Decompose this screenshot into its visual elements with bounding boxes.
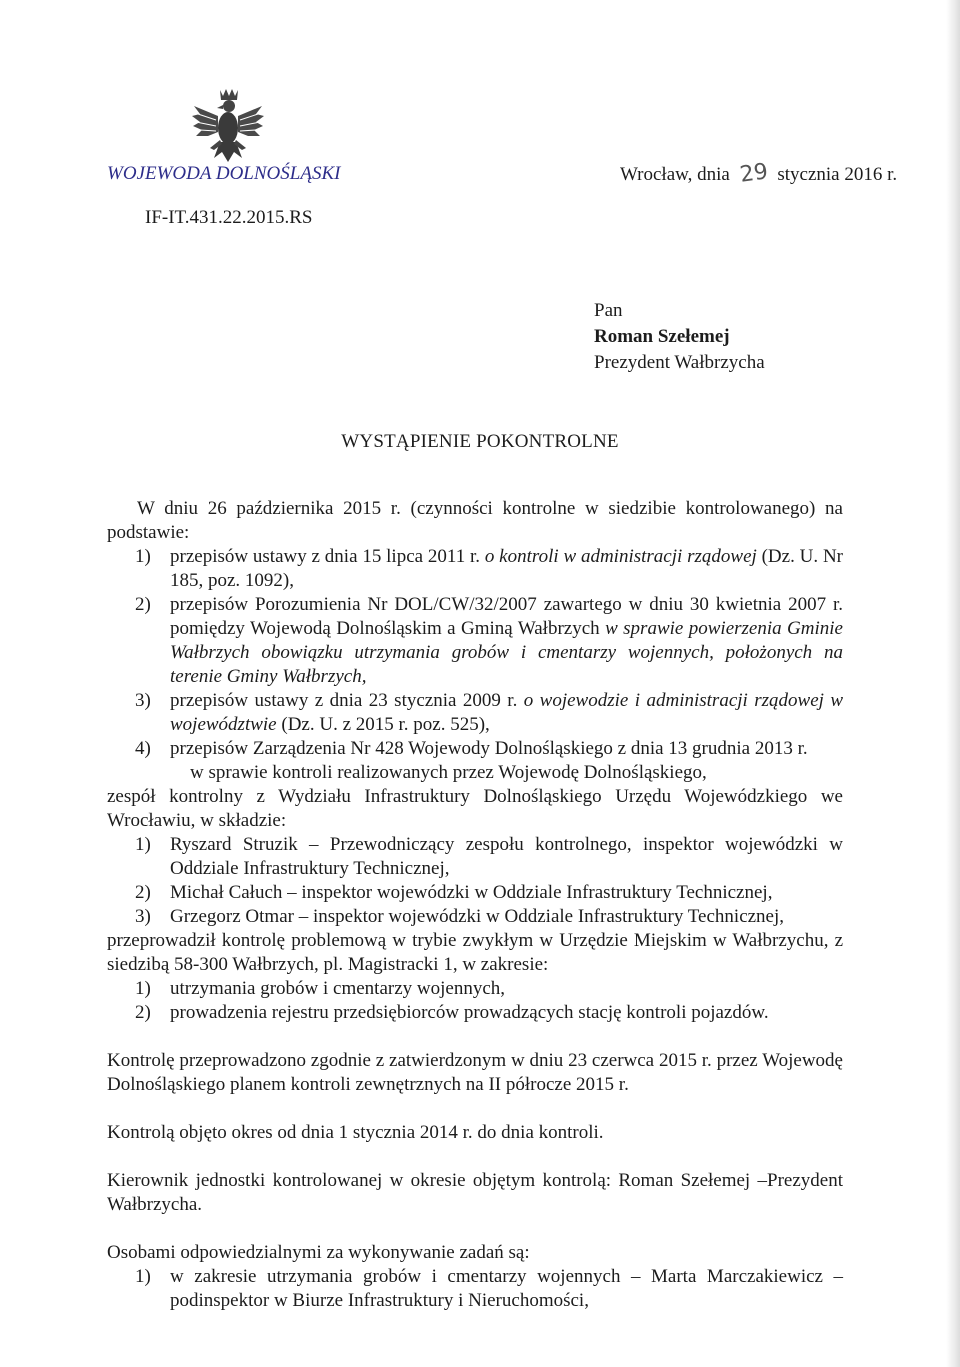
scope-intro: przeprowadził kontrolę problemową w trybie zwykłym w Urzędzie Miejskim w Wałbrzychu, z siedzibą 58-300 Wałbrzych, pl. Magistracki 1, w zakresie: bbox=[107, 930, 843, 975]
basis-item-text: przepisów ustawy z dnia 23 stycznia 2009 r. o wojewodzie i administracji rządowej w województwie (Dz. U. z 2015 r. poz. 525), bbox=[170, 690, 844, 735]
recipient-salutation: Pan bbox=[594, 300, 623, 321]
responsible-item-text: w zakresie utrzymania grobów i cmentarzy wojennych – Marta Marczakiewicz – podinspektor w Biurze Infrastruktury i Nieruchomości, bbox=[170, 1266, 843, 1311]
team-member-text: Grzegorz Otmar – inspektor wojewódzki w Oddziale Infrastruktury Technicznej, bbox=[170, 906, 785, 927]
recipient-block bbox=[594, 298, 765, 376]
document-body bbox=[107, 497, 843, 1313]
reference-number: IF-IT.431.22.2015.RS bbox=[145, 207, 313, 228]
basis-continuation: w sprawie kontroli realizowanych przez Wojewodę Dolnośląskiego, bbox=[190, 762, 707, 783]
responsible-item-number: 1) bbox=[135, 1266, 151, 1287]
recipient-position: Prezydent Wałbrzycha bbox=[594, 352, 765, 373]
basis-item bbox=[107, 737, 843, 761]
scope-item-number: 2) bbox=[135, 1002, 151, 1023]
issuer-name: WOJEWODA DOLNOŚLĄSKI bbox=[107, 163, 341, 184]
date-prefix: Wrocław, dnia bbox=[620, 164, 730, 185]
recipient-name: Roman Szełemej bbox=[594, 326, 730, 347]
responsible-item bbox=[107, 1265, 843, 1313]
team-member bbox=[107, 881, 843, 905]
scope-item-text: utrzymania grobów i cmentarzy wojennych, bbox=[170, 978, 506, 999]
document-title: WYSTĄPIENIE POKONTROLNE bbox=[341, 431, 619, 452]
basis-item bbox=[107, 593, 843, 689]
plan-paragraph: Kontrolę przeprowadzono zgodnie z zatwierdzonym w dniu 23 czerwca 2015 r. przez Wojewodę Dolnośląskiego planem kontroli zewnętrznych na II półrocze 2015 r. bbox=[107, 1050, 843, 1095]
responsible-intro: Osobami odpowiedzialnymi za wykonywanie zadań są: bbox=[107, 1242, 530, 1263]
basis-item-number: 2) bbox=[135, 594, 151, 615]
team-member-number: 2) bbox=[135, 882, 151, 903]
scope-item-text: prowadzenia rejestru przedsiębiorców prowadzących stację kontroli pojazdów. bbox=[170, 1002, 769, 1023]
basis-item-text: przepisów Porozumienia Nr DOL/CW/32/2007 zawartego w dniu 30 kwietnia 2007 r. pomiędzy Wojewodą Dolnośląskim a Gminą Wałbrzych w sprawie powierzenia Gminie Wałbrzych obowiązku utrzymania grobów i cmentarzy wojennych, położonych na terenie Gminy Wałbrzych, bbox=[170, 594, 843, 687]
scope-item bbox=[107, 977, 843, 1001]
basis-item-number: 1) bbox=[135, 546, 151, 567]
intro-paragraph: W dniu 26 października 2015 r. (czynności kontrolne w siedzibie kontrolowanego) na podstawie: bbox=[107, 498, 843, 543]
team-member bbox=[107, 905, 843, 929]
period-paragraph: Kontrolą objęto okres od dnia 1 stycznia 2014 r. do dnia kontroli. bbox=[107, 1122, 604, 1143]
date-line bbox=[620, 159, 898, 188]
polish-eagle-emblem-icon bbox=[190, 86, 266, 168]
team-member-number: 3) bbox=[135, 906, 151, 927]
team-member-text: Ryszard Struzik – Przewodniczący zespołu kontrolnego, inspektor wojewódzki w Oddziale Infrastruktury Technicznej, bbox=[170, 834, 843, 879]
team-member bbox=[107, 833, 843, 881]
head-paragraph: Kierownik jednostki kontrolowanej w okresie objętym kontrolą: Roman Szełemej –Prezydent Wałbrzycha. bbox=[107, 1170, 843, 1215]
team-member-text: Michał Całuch – inspektor wojewódzki w Oddziale Infrastruktury Technicznej, bbox=[170, 882, 773, 903]
team-intro: zespół kontrolny z Wydziału Infrastruktury Dolnośląskiego Urzędu Wojewódzkiego we Wrocławiu, w składzie: bbox=[107, 786, 843, 831]
basis-item-number: 3) bbox=[135, 690, 151, 711]
basis-item bbox=[107, 689, 843, 737]
date-day-handwritten: 29 bbox=[737, 159, 770, 188]
basis-item-text: przepisów Zarządzenia Nr 428 Wojewody Dolnośląskiego z dnia 13 grudnia 2013 r. bbox=[170, 738, 808, 759]
scope-item bbox=[107, 1001, 843, 1025]
scope-item-number: 1) bbox=[135, 978, 151, 999]
basis-item bbox=[107, 545, 843, 593]
basis-item-number: 4) bbox=[135, 738, 151, 759]
date-suffix: stycznia 2016 r. bbox=[777, 164, 898, 185]
basis-item-text: przepisów ustawy z dnia 15 lipca 2011 r. o kontroli w administracji rządowej (Dz. U. Nr 185, poz. 1092), bbox=[170, 546, 843, 591]
team-member-number: 1) bbox=[135, 834, 151, 855]
page-edge-shadow bbox=[946, 0, 960, 1367]
